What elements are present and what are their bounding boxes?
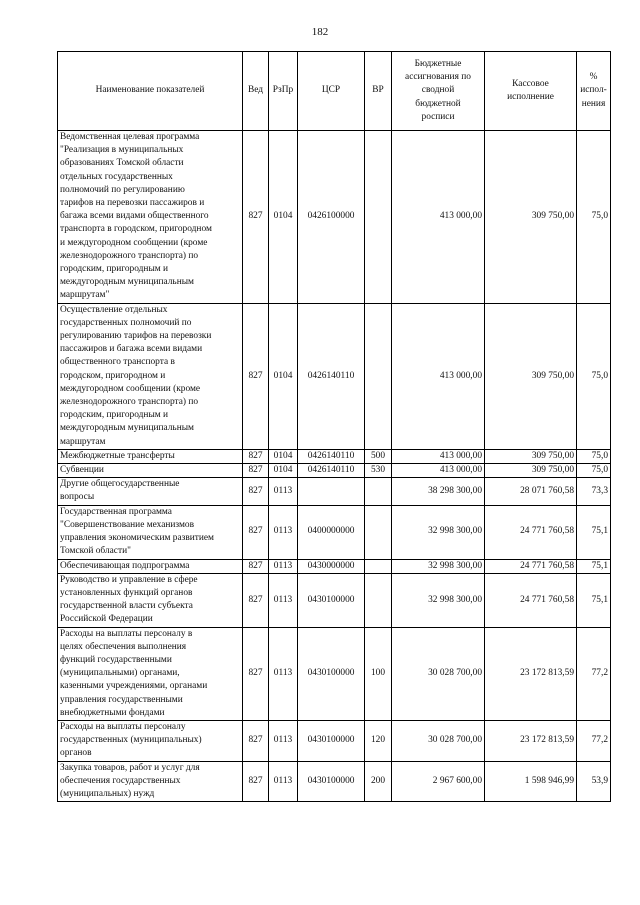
- cell-percent: 53,9: [577, 761, 611, 802]
- cell-vr: 200: [365, 761, 392, 802]
- table-row: [58, 573, 611, 627]
- cell-assigned: 30 028 700,00: [392, 627, 485, 720]
- cell-vr: [365, 559, 392, 573]
- table-row: [58, 627, 611, 720]
- cell-cash: 1 598 946,99: [485, 761, 577, 802]
- cell-name: Обеспечивающая подпрограмма: [58, 559, 243, 573]
- cell-rzpr: 0104: [269, 131, 298, 304]
- cell-ved: 827: [243, 761, 269, 802]
- cell-ved: 827: [243, 559, 269, 573]
- header-cash: Кассовое исполнение: [485, 52, 577, 131]
- cell-cash: 23 172 813,59: [485, 627, 577, 720]
- cell-rzpr: 0113: [269, 478, 298, 505]
- cell-ved: 827: [243, 131, 269, 304]
- cell-percent: 75,0: [577, 303, 611, 449]
- cell-percent: 75,0: [577, 131, 611, 304]
- cell-name: Другие общегосударственные вопросы: [58, 478, 243, 505]
- cell-assigned: 413 000,00: [392, 303, 485, 449]
- cell-cash: 309 750,00: [485, 464, 577, 478]
- cell-rzpr: 0113: [269, 573, 298, 627]
- cell-percent: 75,0: [577, 449, 611, 463]
- cell-rzpr: 0113: [269, 627, 298, 720]
- cell-name: Субвенции: [58, 464, 243, 478]
- table-row: [58, 505, 611, 559]
- cell-csr: 0430100000: [298, 720, 365, 761]
- cell-percent: 75,1: [577, 505, 611, 559]
- cell-rzpr: 0113: [269, 761, 298, 802]
- cell-rzpr: 0113: [269, 505, 298, 559]
- cell-ved: 827: [243, 505, 269, 559]
- cell-vr: [365, 478, 392, 505]
- cell-csr: 0400000000: [298, 505, 365, 559]
- table-row: [58, 449, 611, 463]
- cell-cash: 23 172 813,59: [485, 720, 577, 761]
- cell-assigned: 30 028 700,00: [392, 720, 485, 761]
- cell-vr: [365, 131, 392, 304]
- table-row: [58, 478, 611, 505]
- cell-ved: 827: [243, 478, 269, 505]
- cell-vr: [365, 573, 392, 627]
- cell-assigned: 413 000,00: [392, 449, 485, 463]
- cell-cash: 309 750,00: [485, 449, 577, 463]
- page-number: 182: [311, 26, 329, 38]
- cell-assigned: 413 000,00: [392, 464, 485, 478]
- cell-ved: 827: [243, 720, 269, 761]
- cell-rzpr: 0104: [269, 303, 298, 449]
- cell-vr: 120: [365, 720, 392, 761]
- cell-csr: 0430100000: [298, 627, 365, 720]
- cell-assigned: 32 998 300,00: [392, 505, 485, 559]
- cell-name: Расходы на выплаты персоналу в целях обеспечения выполнения функций государственными (муниципальными) органами, казенными учреждениями, органами управления государственными внебюджетными фондами: [58, 627, 243, 720]
- cell-ved: 827: [243, 573, 269, 627]
- header-name: Наименование показателей: [58, 52, 243, 131]
- header-csr: ЦСР: [298, 52, 365, 131]
- cell-cash: 309 750,00: [485, 303, 577, 449]
- cell-assigned: 32 998 300,00: [392, 573, 485, 627]
- table-row: [58, 720, 611, 761]
- cell-vr: 500: [365, 449, 392, 463]
- cell-csr: 0430100000: [298, 573, 365, 627]
- budget-execution-table: [57, 51, 611, 802]
- cell-name: Межбюджетные трансферты: [58, 449, 243, 463]
- cell-rzpr: 0104: [269, 464, 298, 478]
- cell-name: Государственная программа "Совершенствование механизмов управления экономическим развитием Томской области": [58, 505, 243, 559]
- header-percent: % испол- нения: [577, 52, 611, 131]
- header-rzpr: РзПр: [269, 52, 298, 131]
- header-vr: ВР: [365, 52, 392, 131]
- table-row: [58, 761, 611, 802]
- table-row: [58, 464, 611, 478]
- cell-vr: [365, 505, 392, 559]
- cell-assigned: 2 967 600,00: [392, 761, 485, 802]
- cell-csr: 0430000000: [298, 559, 365, 573]
- cell-vr: 530: [365, 464, 392, 478]
- cell-cash: 24 771 760,58: [485, 573, 577, 627]
- cell-csr: 0430100000: [298, 761, 365, 802]
- cell-cash: 309 750,00: [485, 131, 577, 304]
- cell-percent: 75,1: [577, 559, 611, 573]
- cell-percent: 75,1: [577, 573, 611, 627]
- cell-ved: 827: [243, 449, 269, 463]
- cell-csr: 0426140110: [298, 303, 365, 449]
- cell-percent: 73,3: [577, 478, 611, 505]
- cell-vr: 100: [365, 627, 392, 720]
- cell-csr: 0426140110: [298, 449, 365, 463]
- cell-name: Ведомственная целевая программа "Реализация в муниципальных образованиях Томской области отдельных государственных полномочий по регулированию тарифов на перевозки пассажиров и багажа всеми видами общественного транспорта в городском, пригородном и междугородном сообщении (кроме железнодорожного транспорта) по городским, пригородным и междугородным муниципальным маршрутам": [58, 131, 243, 304]
- cell-ved: 827: [243, 627, 269, 720]
- cell-percent: 77,2: [577, 720, 611, 761]
- cell-csr: 0426140110: [298, 464, 365, 478]
- cell-name: Осуществление отдельных государственных полномочий по регулированию тарифов на перевозки пассажиров и багажа всеми видами общественного транспорта в городском, пригородном и междугородном сообщении (кроме железнодорожного транспорта) по городским, пригородным и междугородным муниципальным маршрутам: [58, 303, 243, 449]
- cell-csr: [298, 478, 365, 505]
- cell-rzpr: 0113: [269, 720, 298, 761]
- cell-cash: 24 771 760,58: [485, 559, 577, 573]
- cell-name: Руководство и управление в сфере установленных функций органов государственной власти субъекта Российской Федерации: [58, 573, 243, 627]
- table-row: [58, 559, 611, 573]
- table-row: [58, 131, 611, 304]
- cell-csr: 0426100000: [298, 131, 365, 304]
- cell-ved: 827: [243, 464, 269, 478]
- table-header-row: [58, 52, 611, 131]
- table-row: [58, 303, 611, 449]
- cell-assigned: 32 998 300,00: [392, 559, 485, 573]
- cell-cash: 24 771 760,58: [485, 505, 577, 559]
- cell-rzpr: 0113: [269, 559, 298, 573]
- cell-percent: 77,2: [577, 627, 611, 720]
- cell-assigned: 38 298 300,00: [392, 478, 485, 505]
- cell-ved: 827: [243, 303, 269, 449]
- cell-vr: [365, 303, 392, 449]
- header-assigned: Бюджетные ассигнования по сводной бюджетной росписи: [392, 52, 485, 131]
- cell-percent: 75,0: [577, 464, 611, 478]
- header-ved: Вед: [243, 52, 269, 131]
- cell-cash: 28 071 760,58: [485, 478, 577, 505]
- cell-name: Закупка товаров, работ и услуг для обеспечения государственных (муниципальных) нужд: [58, 761, 243, 802]
- cell-assigned: 413 000,00: [392, 131, 485, 304]
- cell-name: Расходы на выплаты персоналу государственных (муниципальных) органов: [58, 720, 243, 761]
- cell-rzpr: 0104: [269, 449, 298, 463]
